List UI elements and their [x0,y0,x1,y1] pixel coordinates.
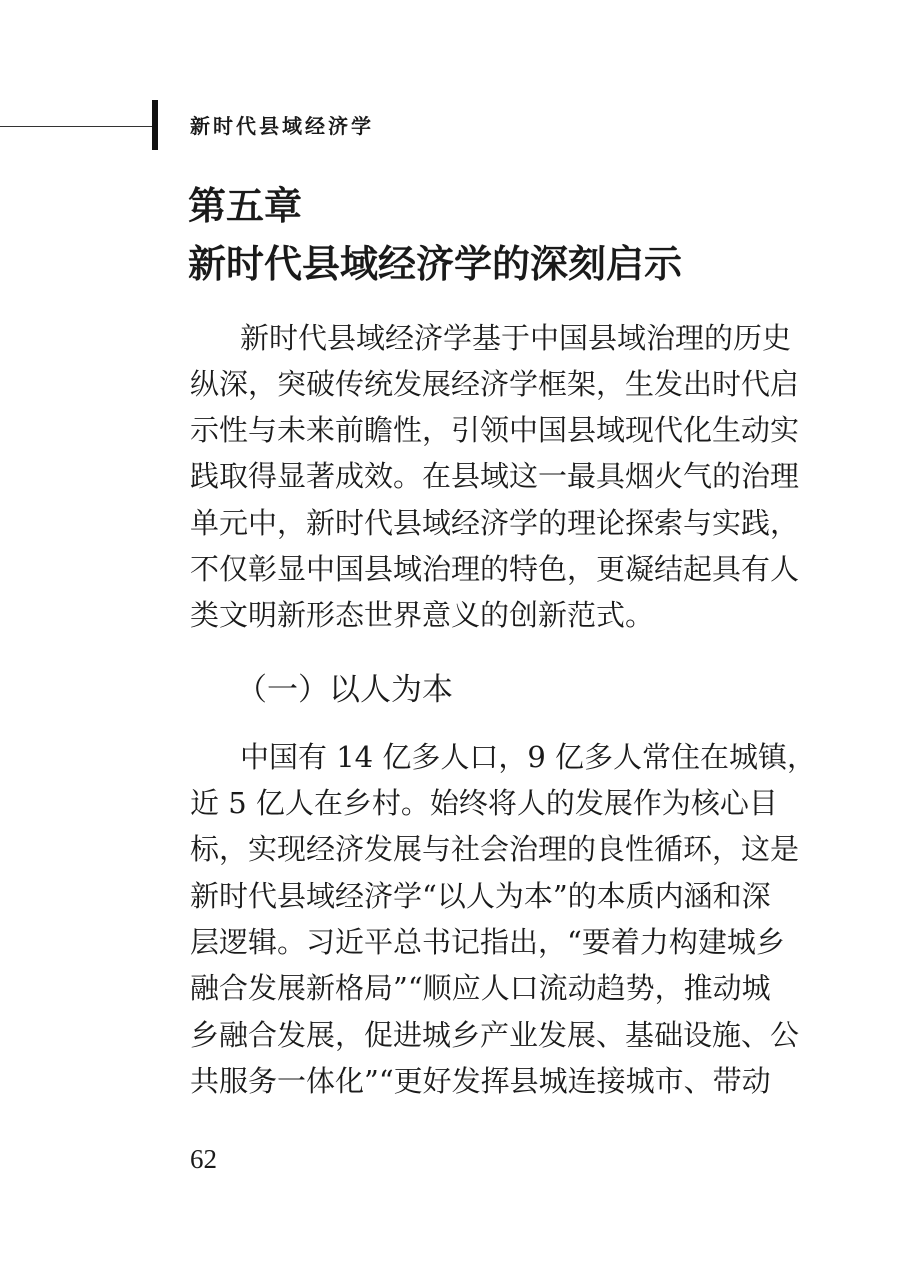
running-header: 新时代县域经济学 [190,114,374,138]
paragraph-line: 单元中，新时代县域经济学的理论探索与实践， [190,506,800,540]
section-heading: （一）以人为本 [236,672,453,708]
paragraph-line: 纵深，突破传统发展经济学框架，生发出时代启 [190,367,800,401]
paragraph-line: 类文明新形态世界意义的创新范式。 [190,598,655,632]
paragraph-line: 新时代县域经济学“以人为本”的本质内涵和深 [190,879,771,913]
page-number: 62 [190,1144,217,1174]
paragraph-line: 示性与未来前瞻性，引领中国县域现代化生动实 [190,413,800,447]
paragraph-line: 中国有 14 亿多人口，9 亿多人常住在城镇， [240,740,817,774]
header-rule [0,126,152,127]
paragraph-line: 标，实现经济发展与社会治理的良性循环，这是 [190,832,800,866]
chapter-label: 第五章 [188,184,303,228]
paragraph-line: 共服务一体化”“更好发挥县城连接城市、带动 [190,1064,771,1098]
paragraph-line: 新时代县域经济学基于中国县域治理的历史 [240,321,792,355]
paragraph-line: 践取得显著成效。在县域这一最具烟火气的治理 [190,459,800,493]
paragraph-line: 近 5 亿人在乡村。始终将人的发展作为核心目 [190,786,778,820]
paragraph-line: 层逻辑。习近平总书记指出，“要着力构建城乡 [190,925,785,959]
paragraph-line: 融合发展新格局”“顺应人口流动趋势，推动城 [190,971,771,1005]
paragraph-line: 不仅彰显中国县域治理的特色，更凝结起具有人 [190,552,800,586]
header-bar [152,100,158,150]
chapter-title: 新时代县域经济学的深刻启示 [188,242,683,286]
paragraph-line: 乡融合发展，促进城乡产业发展、基础设施、公 [190,1018,800,1052]
